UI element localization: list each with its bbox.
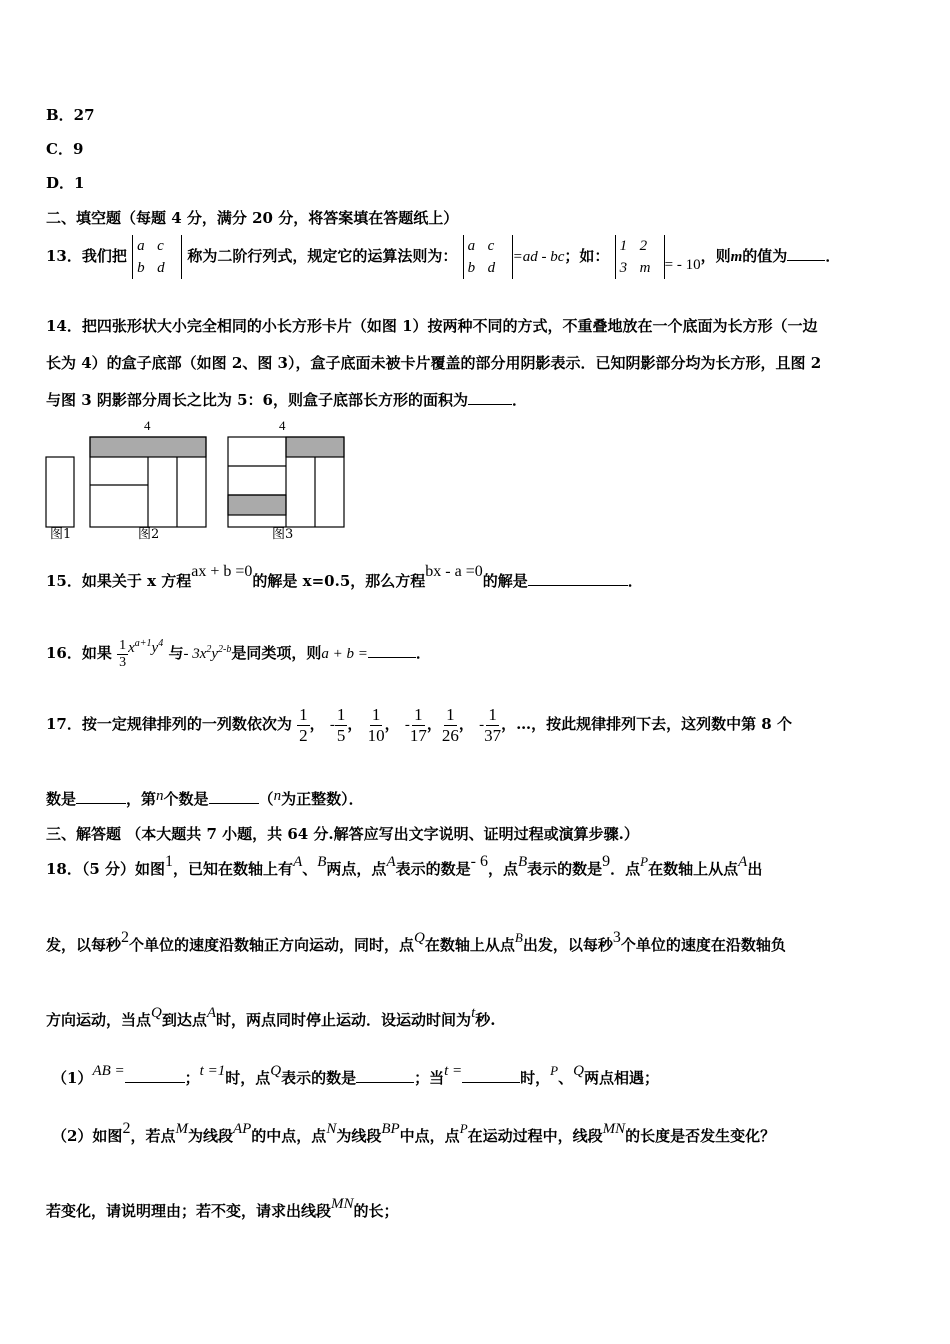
determinant-example: 1 2 3 m — [615, 235, 665, 279]
question-14-line3: 与图 3 阴影部分周长之比为 5：6，则盒子底部长方形的面积为 ． — [46, 391, 527, 409]
figure-3-shaded-top — [286, 437, 344, 457]
question-18-part2-cont: 若变化，请说明理由；若不变，请求出线段MN的长； — [46, 1196, 399, 1220]
question-18-line2: 发，以每秒2个单位的速度沿数轴正方向运动，同时，点Q在数轴上从点B出发，以每秒3个单位的速度在沿数轴负 — [46, 929, 786, 954]
figure-1-label: 图1 — [50, 527, 72, 542]
question-14-line2: 长为 4）的盒子底部（如图 2、图 3），盒子底面未被卡片覆盖的部分用阴影表示．已知阴影部分均为长方形，且图 2 — [46, 354, 822, 372]
figure-3-shaded-bottom — [228, 495, 286, 515]
figure-3-label: 图3 — [272, 527, 294, 542]
question-13: 13．我们把 a c b d 称为二阶行列式，规定它的运算法则为： a c b d=ad - bc；如： 1 2 3 m = - 10，则m的值为 ． — [46, 232, 840, 281]
question-17-line1: 17．按一定规律排列的一列数依次为 $\frac{1}{2}$ ， - $\frac{1}{5}$ ， $\frac{1}{10}$ ， - $\frac{1}{17}$ ， $\frac{1}{26}$ ， - $\frac{1}{37}$ ，…，按此规律排列下去，这列数中第 8 个 — [46, 704, 792, 745]
question-14-line1: 14．把四张形状大小完全相同的小长方形卡片（如图 1）按两种不同的方式，不重叠地放在一个底面为长方形（一边 — [46, 317, 818, 335]
question-17-line2: 数是 ，第n个数是 （n为正整数）． — [46, 788, 364, 808]
determinant-rule: a c b d — [463, 235, 513, 279]
option-c: C．9 — [46, 140, 84, 158]
figure-2-dimension: 4 — [144, 418, 151, 433]
figure-1-card — [46, 457, 74, 527]
question-18-part1: （1）AB = ；t =1时，点Q表示的数是 ；当t = 时，P、Q两点相遇； — [52, 1063, 659, 1087]
section-2-title: 二、填空题（每题 4 分，满分 20 分，将答案填在答题纸上） — [46, 209, 459, 227]
figure-2-label: 图2 — [138, 527, 160, 542]
question-16: 16．如果 $\frac{1}{3}$ $x^{a+1}y^4$ 与- $3x^2y^{2-b}$是同类项，则a + b = ． — [46, 637, 431, 670]
option-d: D．1 — [46, 174, 85, 192]
option-b: B．27 — [46, 106, 95, 124]
question-18-line1: 18．（5 分）如图1，已知在数轴上有A、B两点，点A表示的数是- 6，点B表示的数是9．点P在数轴上从点A出 — [46, 853, 763, 878]
section-3-title: 三、解答题 （本大题共 7 小题，共 64 分.解答应写出文字说明、证明过程或演算步骤.） — [46, 825, 639, 843]
box-figures — [40, 415, 360, 545]
determinant-definition: a c b d — [132, 235, 182, 279]
figure-2-shaded — [90, 437, 206, 457]
figure-3-dimension: 4 — [279, 418, 286, 433]
question-18-part2: （2）如图2，若点M为线段AP的中点，点N为线段BP中点，点P在运动过程中，线段MN的长度是否发生变化？ — [52, 1120, 776, 1145]
question-18-line3: 方向运动，当点Q到达点A时，两点同时停止运动．设运动时间为t秒. — [46, 1005, 496, 1029]
question-15: 15．如果关于 x 方程ax + b =0的解是 x=0.5，那么方程bx - a =0的解是 ． — [46, 563, 643, 590]
